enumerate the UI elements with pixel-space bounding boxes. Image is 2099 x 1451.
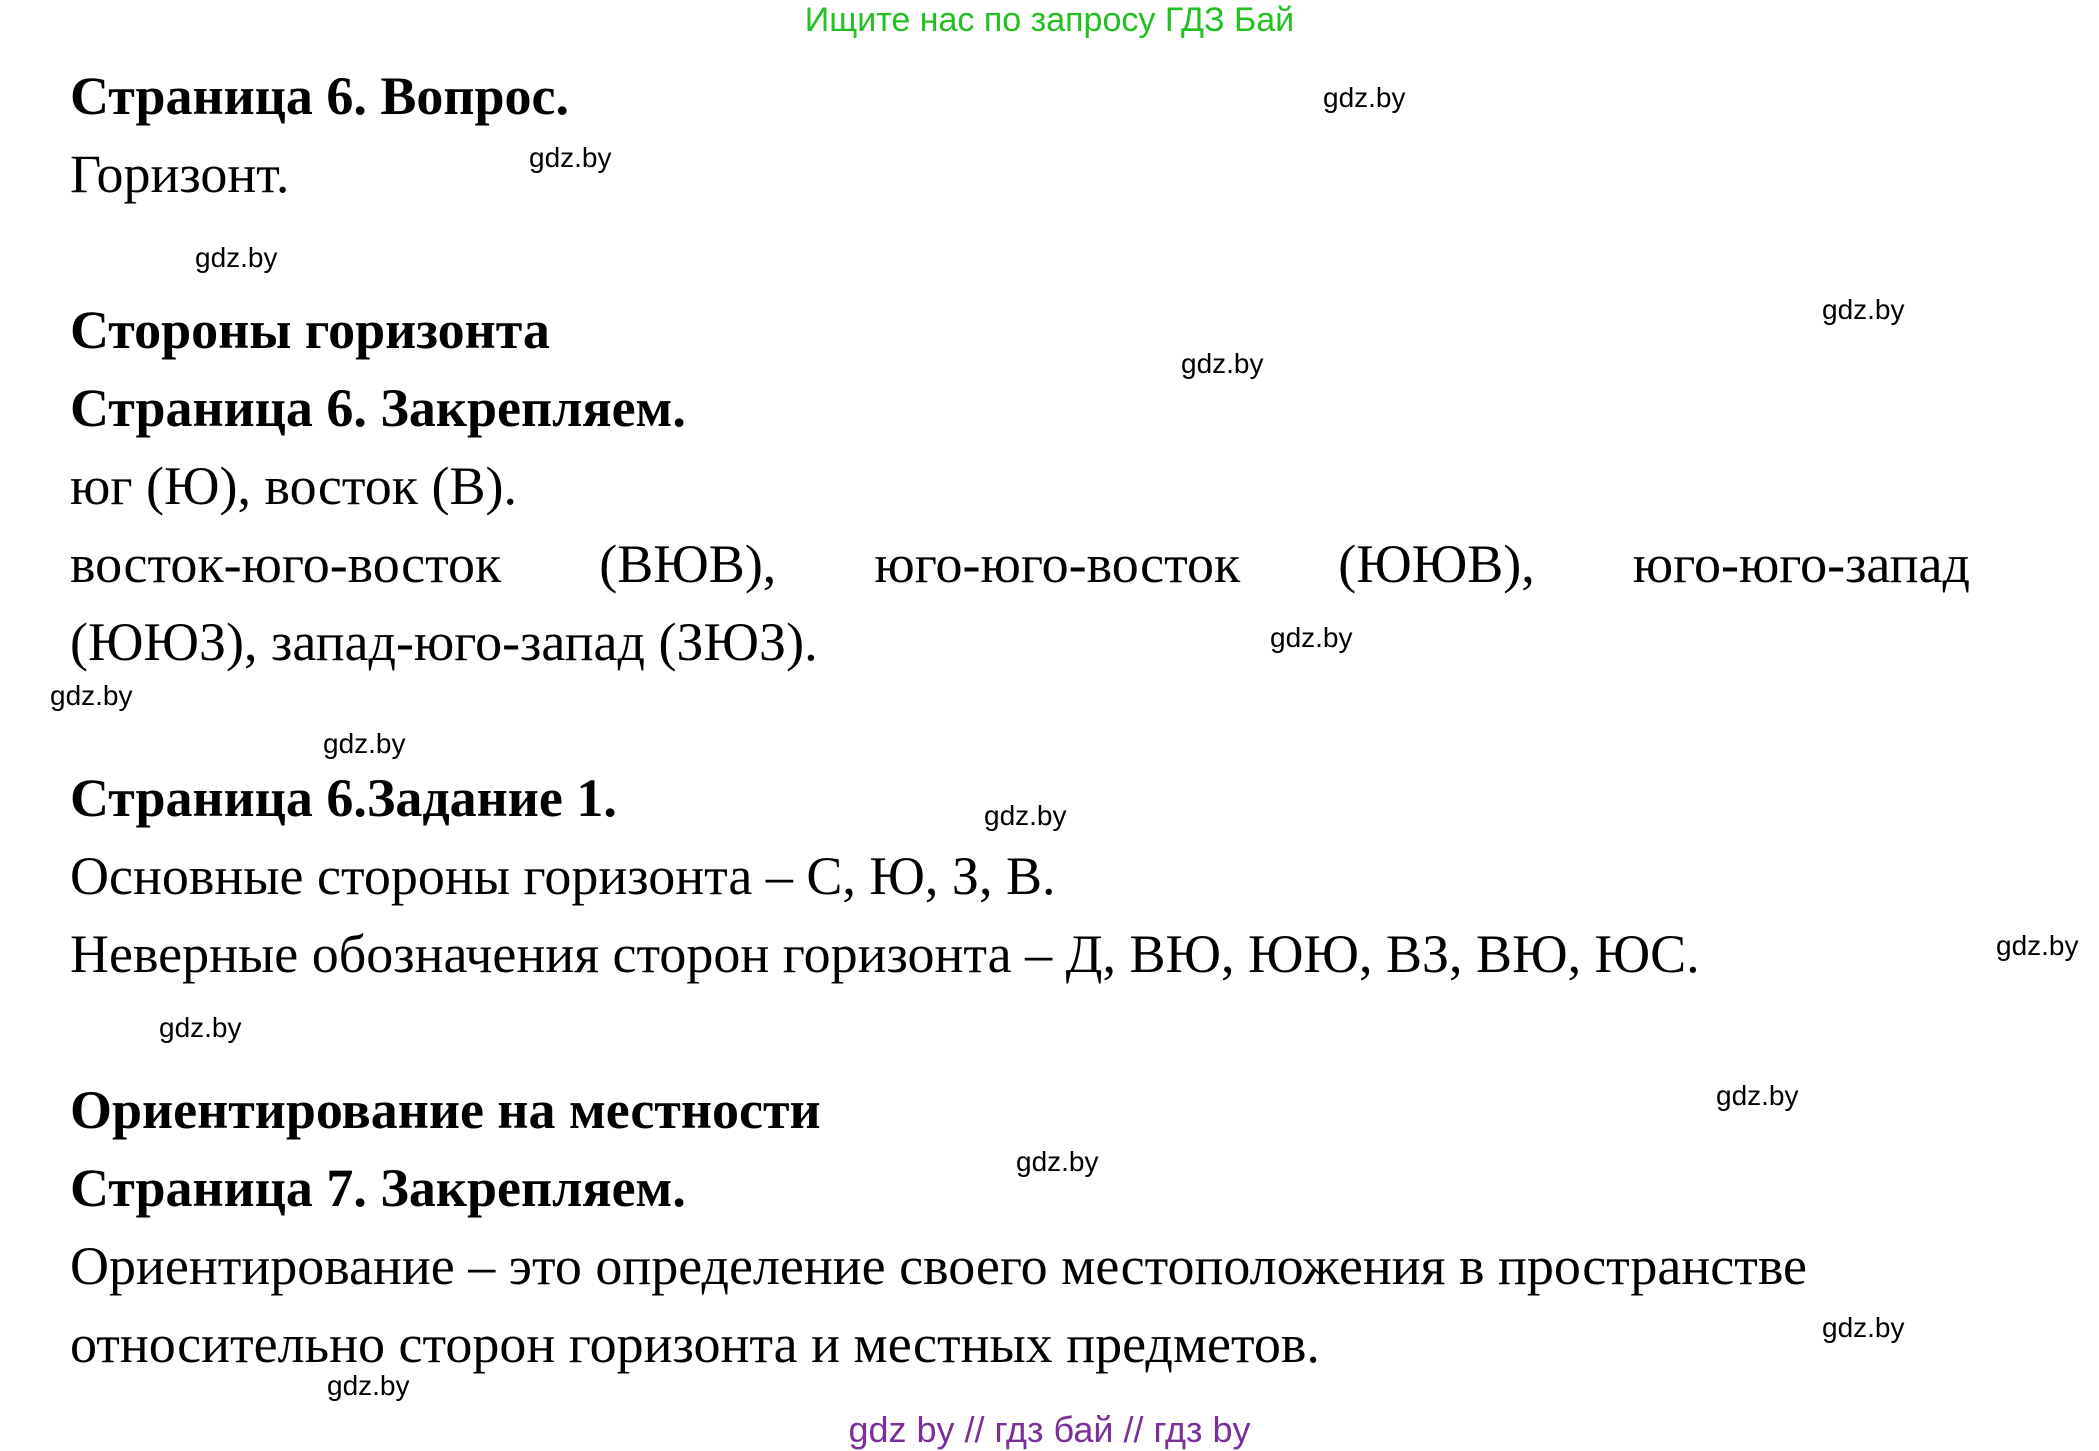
topic-title-horizon-sides: Стороны горизонта <box>70 300 550 360</box>
topic-title-orientation: Ориентирование на местности <box>70 1080 821 1140</box>
answer-text: относительно сторон горизонта и местных предметов. <box>70 1314 1320 1374</box>
question-heading-page7-reinforce: Страница 7. Закрепляем. <box>70 1158 686 1218</box>
watermark: gdz.by <box>1181 348 1264 379</box>
watermark: gdz.by <box>1716 1080 1799 1111</box>
watermark: gdz.by <box>323 728 406 759</box>
answer-text: юг (Ю), восток (В). <box>70 456 518 516</box>
watermark: gdz.by <box>529 142 612 173</box>
answer-text: (ЮЮЗ), запад-юго-запад (ЗЮЗ). <box>70 612 818 672</box>
answer-text: Горизонт. <box>70 144 290 204</box>
watermark: gdz.by <box>1016 1146 1099 1177</box>
watermark: gdz.by <box>1822 1312 1905 1343</box>
answer-text: Ориентирование – это определение своего местоположения в пространстве <box>70 1236 1808 1296</box>
answer-text: Неверные обозначения сторон горизонта – Д, ВЮ, ЮЮ, ВЗ, ВЮ, ЮС. <box>70 924 1700 984</box>
watermark: gdz.by <box>159 1012 242 1043</box>
watermark: gdz.by <box>50 680 133 711</box>
watermark: gdz.by <box>984 800 1067 831</box>
watermark: gdz.by <box>1270 622 1353 653</box>
footer-links: gdz by // гдз бай // гдз by <box>848 1409 1251 1450</box>
search-banner: Ищите нас по запросу ГДЗ Бай <box>804 1 1295 39</box>
watermark: gdz.by <box>327 1370 410 1401</box>
answer-text: восток-юго-восток (ВЮВ), юго-юго-восток (ЮЮВ), юго-юго-запад <box>70 534 1970 594</box>
watermark: gdz.by <box>1323 82 1406 113</box>
question-heading-page6-reinforce: Страница 6. Закрепляем. <box>70 378 686 438</box>
watermark: gdz.by <box>195 242 278 273</box>
watermark: gdz.by <box>1822 294 1905 325</box>
question-heading-page6-task1: Страница 6.Задание 1. <box>70 768 617 828</box>
question-heading-page6: Страница 6. Вопрос. <box>70 66 569 126</box>
watermark: gdz.by <box>1996 930 2079 961</box>
answer-text: Основные стороны горизонта – С, Ю, З, В. <box>70 846 1056 906</box>
